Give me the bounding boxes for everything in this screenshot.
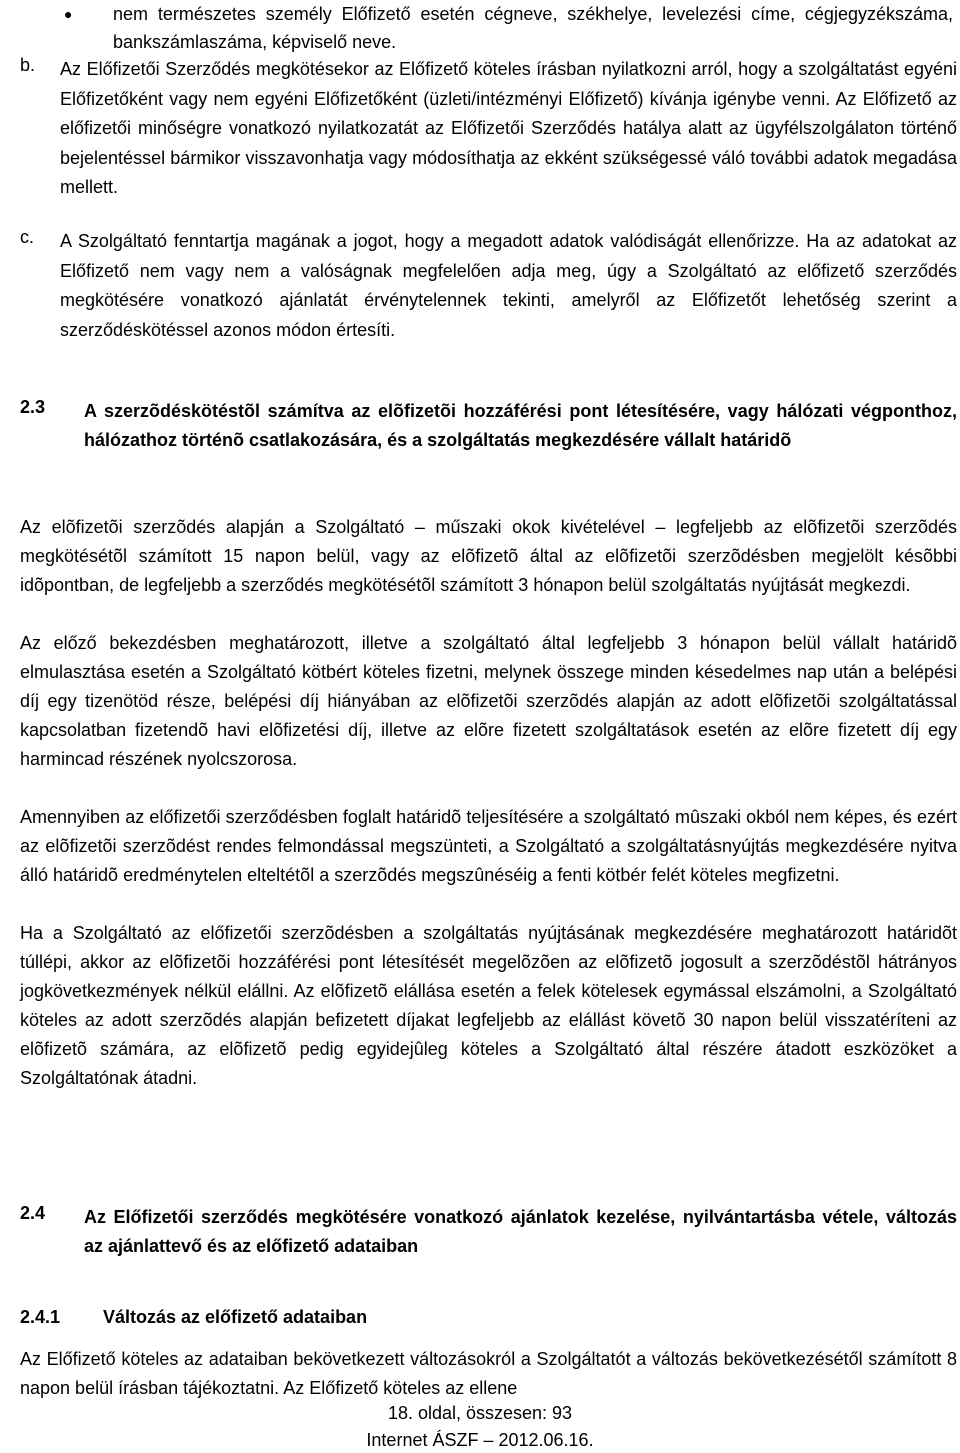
section-2-3-paragraph-1: Az elõfizetõi szerzõdés alapján a Szolgáltató – műszaki okok kivételével – legfeljebb az elõfizetõi szerzõdés megkötésétõl számított 15 napon belül, vagy az elõfizetõ által az elõfizetõi szerzõdésben megjelölt késõbbi idõpontban, de legfeljebb a szerződés megkötésétõl számított 3 hónapon belül szolgáltatás nyújtását megkezdi. xyxy=(20,517,957,595)
item-text-b: Az Előfizetői Szerződés megkötésekor az Előfizető köteles írásban nyilatkozni arról, hogy a szolgáltatást egyéni Előfizetőként vagy nem egyéni Előfizetőként (üzleti/intézményi Előfizető) kívánja igénybe venni. Az Előfizető az előfizetői minőségre vonatkozó nyilatkozatát az Előfizetői Szerződés hatálya alatt az ügyfélszolgálaton történő bejelentéssel bármikor visszavonhatja vagy módosíthatja az ekként szükségessé váló további adatok megadása mellett. xyxy=(60,59,957,197)
section-2-4-title: Az Előfizetői szerződés megkötésére vonatkozó ajánlatok kezelése, nyilvántartásba vétele, változás az ajánlattevő és az előfizető adataiban xyxy=(84,1207,957,1256)
section-2-4-1-number: 2.4.1 xyxy=(20,1307,61,1327)
item-letter-b: b. xyxy=(20,55,36,75)
item-text-c: A Szolgáltató fenntartja magának a jogot, hogy a megadott adatok valódiságát ellenőrizze. Ha az adatokat az Előfizető nem vagy nem a valóságnak megfelelően adja meg, úgy a Szolgáltató az előfizető szerződés megkötésére vonatkozó ajánlatát érvénytelennek tekinti, amelyről az Előfizetőt lehetőség szerint a szerződéskötéssel azonos módon értesíti. xyxy=(60,231,957,340)
section-2-3-paragraph-4: Ha a Szolgáltató az előfizetői szerzõdésben a szolgáltatás nyújtásának megkezdésére meghatározott határidõt túllépi, akkor az elõfizetõi hozzáférési pont létesítését megelõzõen az elõfizetõ jogosult a szerzõdéstõl hátrányos jogkövetkezmények nélkül elállni. Az elõfizetõ elállása esetén a felek kötelesek egymással elszámolni, a Szolgáltató köteles az adott szerzõdés alapján befizetett díjakat legfeljebb az elállást követõ 30 napon belül visszatéríteni az elõfizetõ számára, az elõfizetõ pedig egyidejûleg köteles a Szolgáltató által részére átadott eszközöket a Szolgáltatónak átadni. xyxy=(20,923,957,1088)
section-2-3-paragraph-3: Amennyiben az előfizetői szerződésben foglalt határidõ teljesítésére a szolgáltató mûszaki okból nem képes, és ezért az elõfizetõi szerzõdést rendes felmondással megszünteti, a Szolgáltató a szolgáltatásnyújtás megkezdésére nyitva álló határidõ eredménytelen elteltétõl a szerzõdés megszûnéséig a fenti kötbér felét köteles megfizetni. xyxy=(20,807,957,885)
footer-document-id: Internet ÁSZF – 2012.06.16. xyxy=(366,1430,594,1450)
item-letter-c: c. xyxy=(20,227,35,247)
section-2-4-number: 2.4 xyxy=(20,1203,46,1223)
section-2-3-paragraph-2: Az előző bekezdésben meghatározott, illetve a szolgáltató által legfeljebb 3 hónapon belül vállalt határidõ elmulasztása esetén a Szolgáltató kötbért köteles fizetni, melynek összege minden késedelmes nap után a belépési díj egy tizenötöd része, belépési díj hiányában az elõfizetõi szerzõdés alapján az adott elõfizetõi szolgáltatással kapcsolatban fizetendõ havi elõfizetési díj, illetve az elõre fizetett szolgáltatások esetén az elõre fizetett díj egy harmincad részének nyolcszorosa. xyxy=(20,633,957,769)
footer-page-number: 18. oldal, összesen: 93 xyxy=(387,1403,573,1423)
section-2-3-title: A szerzõdéskötéstõl számítva az elõfizetõi hozzáférési pont létesítésére, vagy hálózati végponthoz, hálózathoz történõ csatlakozására, és a szolgáltatás megkezdésére vállalt határidõ xyxy=(84,401,957,450)
section-2-3-number: 2.3 xyxy=(20,397,46,417)
bullet-item-text: nem természetes személy Előfizető esetén cégneve, székhelye, levelezési címe, cégjegyzékszáma, bankszámlaszáma, képviselő neve. xyxy=(113,4,953,52)
section-2-4-1-paragraph: Az Előfizető köteles az adataiban bekövetkezett változásokról a Szolgáltatót a változás bekövetkezésétől számított 8 napon belül írásban tájékoztatni. Az Előfizető köteles az ellene xyxy=(20,1349,957,1398)
bullet-icon: ● xyxy=(64,6,73,22)
section-2-4-1-title: Változás az előfizető adataiban xyxy=(103,1307,368,1327)
